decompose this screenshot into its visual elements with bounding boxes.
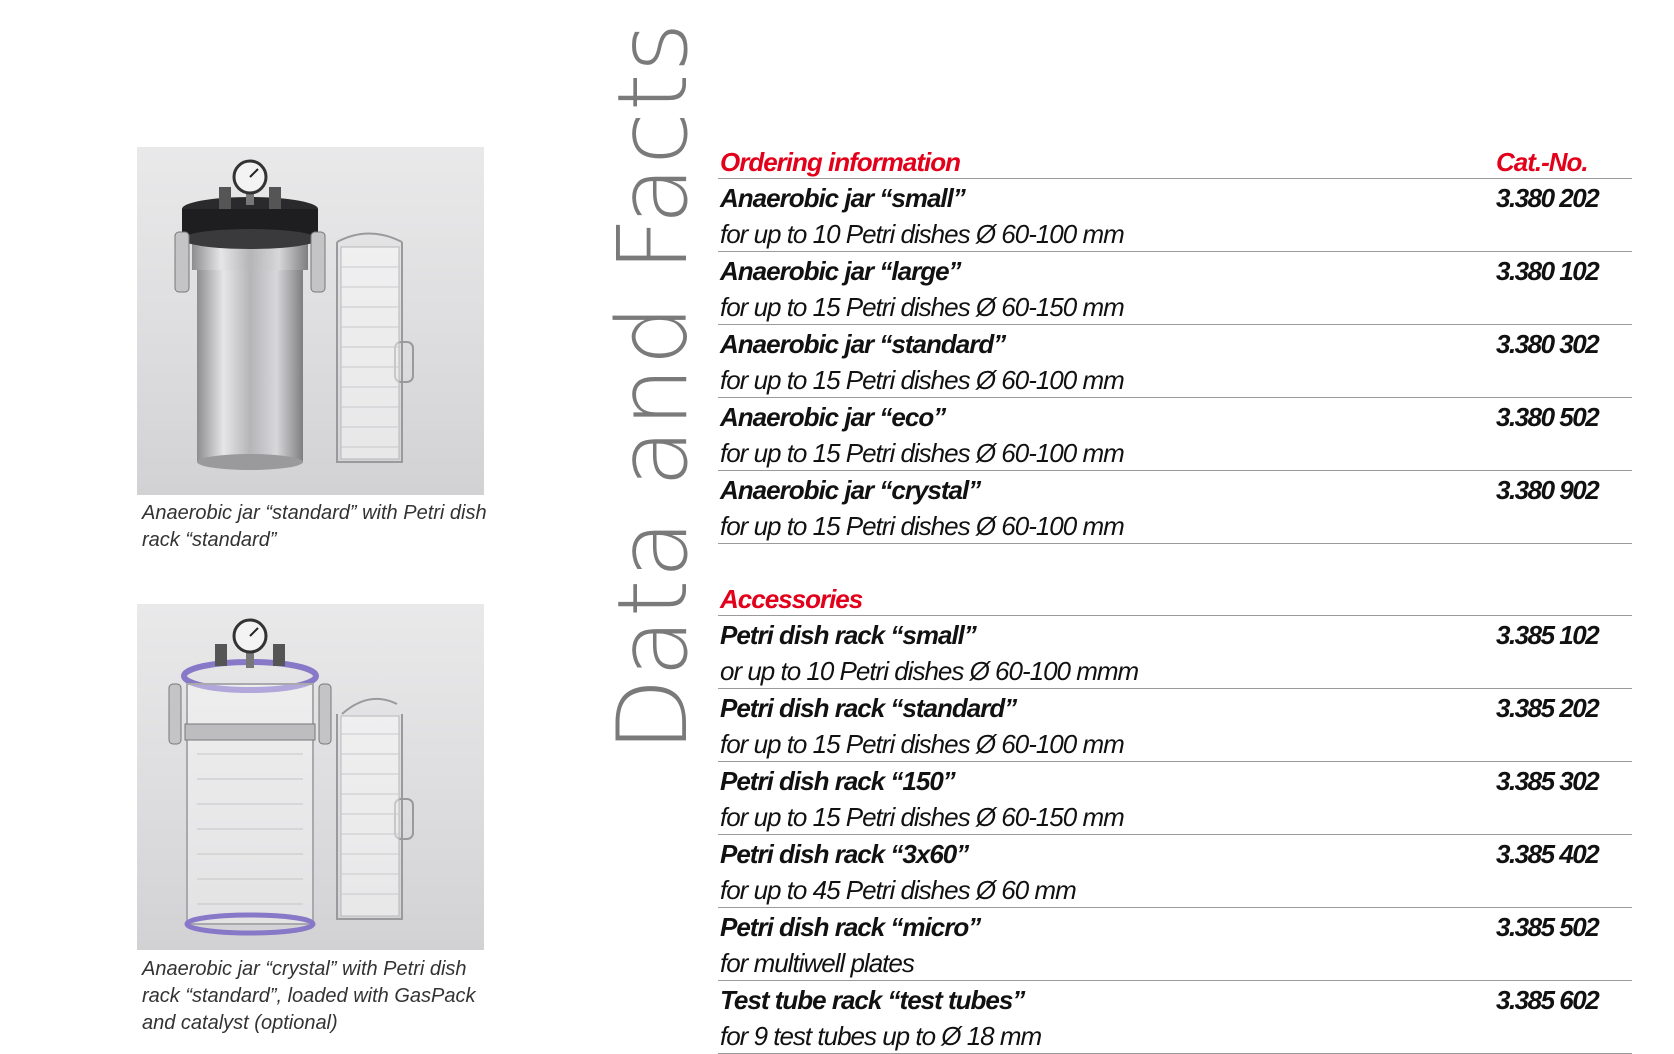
- ordering-rows: [718, 179, 1632, 544]
- ordering-header-row: [718, 144, 1632, 179]
- product-description: for up to 15 Petri dishes Ø 60-150 mm: [720, 292, 1124, 322]
- product-name: Anaerobic jar “small”: [720, 183, 965, 213]
- product-row: [718, 252, 1632, 325]
- product-description: for up to 10 Petri dishes Ø 60-100 mm: [720, 219, 1124, 249]
- product-row: [718, 981, 1632, 1054]
- catalog-number: 3.385 202: [1496, 693, 1599, 723]
- caption-photo-1: Anaerobic jar “standard” with Petri dish rack “standard”: [142, 502, 487, 551]
- product-name: Petri dish rack “3x60”: [720, 839, 969, 869]
- product-description: for multiwell plates: [720, 948, 914, 978]
- product-description: for 9 test tubes up to Ø 18 mm: [720, 1021, 1042, 1051]
- product-name: Anaerobic jar “standard”: [720, 329, 1006, 359]
- side-title: Data and Facts: [597, 21, 709, 752]
- accessory-rows: [718, 616, 1632, 1054]
- caption-photo-2: Anaerobic jar “crystal” with Petri dish rack “standard”, loaded with GasPack and catalyst (optional): [142, 958, 476, 1034]
- catalog-number: 3.380 302: [1496, 329, 1599, 359]
- product-description: for up to 15 Petri dishes Ø 60-100 mm: [720, 438, 1124, 468]
- product-name: Anaerobic jar “crystal”: [720, 475, 981, 505]
- product-row: [718, 616, 1632, 689]
- catalog-number: 3.380 902: [1496, 475, 1599, 505]
- product-name: Petri dish rack “micro”: [720, 912, 981, 942]
- accessories-header: Accessories: [720, 584, 863, 614]
- ordering-header: Ordering information: [720, 147, 960, 177]
- product-row: [718, 835, 1632, 908]
- photo-anaerobic-jar-crystal: [137, 604, 484, 950]
- product-row: [718, 762, 1632, 835]
- product-description: for up to 15 Petri dishes Ø 60-100 mm: [720, 729, 1124, 759]
- jar-crystal-illustration: [137, 604, 484, 950]
- catalog-number: 3.385 302: [1496, 766, 1599, 796]
- product-row: [718, 398, 1632, 471]
- product-description: or up to 10 Petri dishes Ø 60-100 mmm: [720, 656, 1139, 686]
- accessories-table: [718, 581, 1632, 1054]
- product-description: for up to 15 Petri dishes Ø 60-150 mm: [720, 802, 1124, 832]
- product-name: Petri dish rack “small”: [720, 620, 976, 650]
- product-row: [718, 689, 1632, 762]
- product-description: for up to 15 Petri dishes Ø 60-100 mm: [720, 365, 1124, 395]
- product-name: Test tube rack “test tubes”: [720, 985, 1025, 1015]
- catalog-number: 3.385 502: [1496, 912, 1599, 942]
- product-name: Petri dish rack “standard”: [720, 693, 1017, 723]
- product-row: [718, 179, 1632, 252]
- product-description: for up to 45 Petri dishes Ø 60 mm: [720, 875, 1076, 905]
- product-name: Anaerobic jar “large”: [720, 256, 961, 286]
- catalog-number: 3.385 102: [1496, 620, 1599, 650]
- catalog-number: 3.380 202: [1496, 183, 1599, 213]
- cat-no-header: Cat.-No.: [1496, 147, 1588, 177]
- ordering-table: [718, 144, 1632, 544]
- product-description: for up to 15 Petri dishes Ø 60-100 mm: [720, 511, 1124, 541]
- accessories-header-row: [718, 581, 1632, 616]
- catalog-number: 3.385 602: [1496, 985, 1599, 1015]
- product-row: [718, 908, 1632, 981]
- product-name: Petri dish rack “150”: [720, 766, 955, 796]
- product-row: [718, 471, 1632, 544]
- jar-standard-illustration: [137, 147, 484, 495]
- product-row: [718, 325, 1632, 398]
- catalog-number: 3.385 402: [1496, 839, 1599, 869]
- photo-anaerobic-jar-standard: [137, 147, 484, 495]
- product-name: Anaerobic jar “eco”: [720, 402, 946, 432]
- catalog-number: 3.380 502: [1496, 402, 1599, 432]
- catalog-number: 3.380 102: [1496, 256, 1599, 286]
